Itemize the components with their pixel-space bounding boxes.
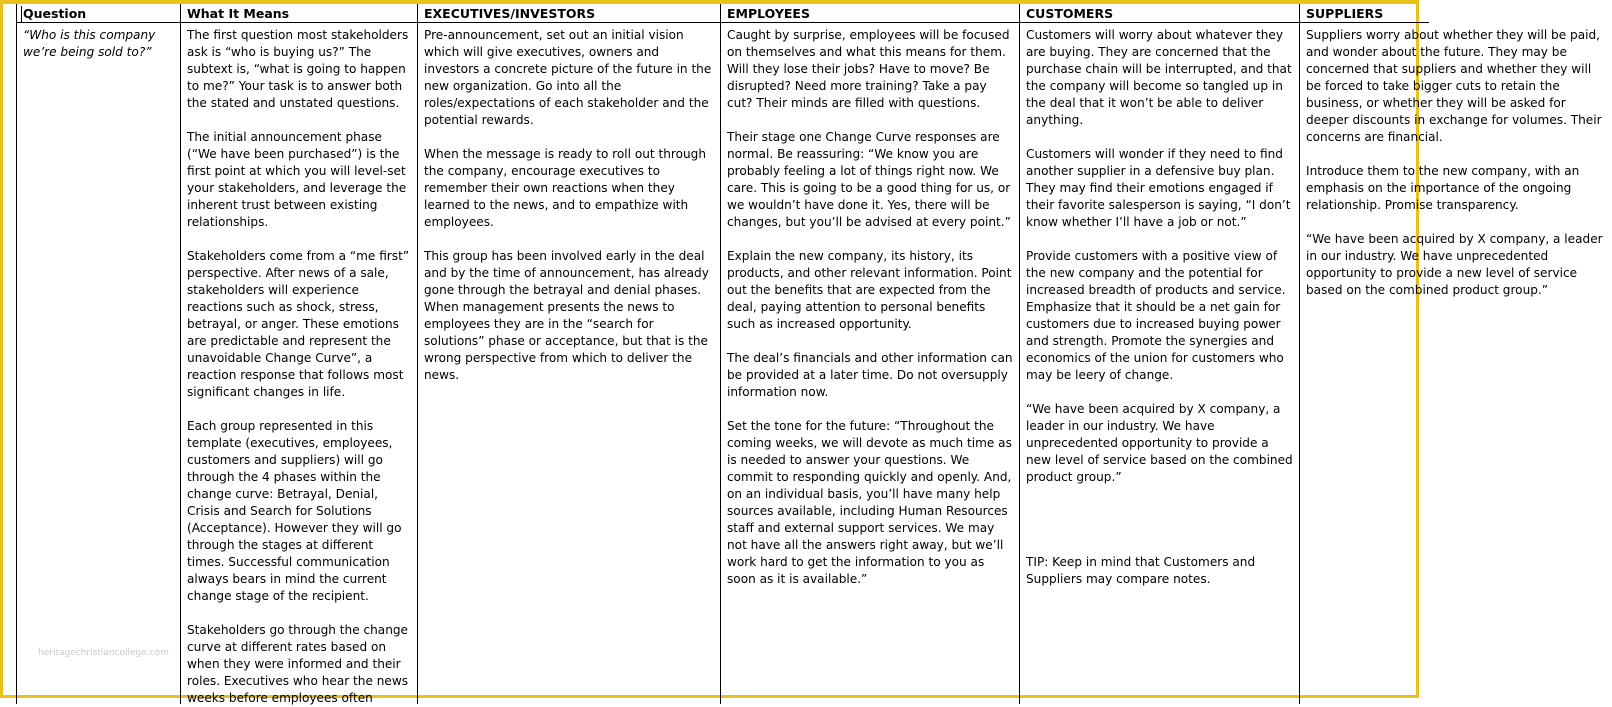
column-header-customers: CUSTOMERS xyxy=(1020,4,1299,23)
cell-executives-investors xyxy=(418,23,720,384)
column-header-executives-investors: EXECUTIVES/INVESTORS xyxy=(418,4,720,23)
column-header-what-it-means: What It Means xyxy=(181,4,417,23)
watermark: heritagechristiancollege.com xyxy=(38,648,169,658)
column-question xyxy=(16,4,180,704)
cell-paragraph: Explain the new company, its history, its products, and other relevant information. Point out the benefits that are expected from the deal, paying attention to personal benefits such as increased opportunity. xyxy=(727,249,1012,331)
cell-paragraph: Introduce them to the new company, with an emphasis on the importance of the ongoing relationship. Promise transparency. xyxy=(1306,164,1580,212)
cell-paragraph: Stakeholders come from a “me first” perspective. After news of a sale, stakeholders will experience reactions such as shock, stress, betrayal, or anger. These emotions are predictable and represent the unavoidable Change Curve”, a reaction response that follows most significant changes in life. xyxy=(187,249,410,399)
column-header-employees: EMPLOYEES xyxy=(721,4,1019,23)
cell-paragraph: Each group represented in this template (executives, employees, customers and suppliers) will go through the 4 phases within the change curve: Betrayal, Denial, Crisis and Search for Solutions (Acceptance). However they will go through the stages at different times. Successful communication always bears in mind the current change stage of the recipient. xyxy=(187,419,402,603)
cell-suppliers xyxy=(1300,23,1612,299)
cell-employees xyxy=(721,23,1019,588)
cell-paragraph: TIP: Keep in mind that Customers and Suppliers may compare notes. xyxy=(1026,555,1256,586)
cell-paragraph: Their stage one Change Curve responses are normal. Be reassuring: “We know you are probably feeling a lot of things right now. We care. This is going to be a good thing for us, or we wouldn’t have done it. Yes, there will be changes, but you’ll be advised at every point.” xyxy=(727,130,1011,229)
column-header-question: Question xyxy=(17,4,180,23)
column-what-it-means xyxy=(180,4,417,704)
cell-paragraph: This group has been involved early in the deal and by the time of announcement, has already gone through the betrayal and denial phases. When management presents the news to employees they are in the “search for solutions” phase or acceptance, but that is the wrong perspective from which to deliver the news. xyxy=(424,249,709,382)
stakeholder-table xyxy=(16,4,1603,705)
cell-paragraph: Stakeholders go through the change curve at different rates based on when they were informed and their roles. Executives who hear the news weeks before employees often xyxy=(187,623,409,705)
cell-paragraph: Customers will worry about whatever they are buying. They are concerned that the purchase chain will be interrupted, and that the company will become so tangled up in the deal that it won’t be able to deliver anything. xyxy=(1026,28,1292,127)
cell-paragraph: “We have been acquired by X company, a leader in our industry. We have unprecedented opportunity to provide a new level of service based on the combined product group.” xyxy=(1026,402,1293,484)
cell-paragraph: Pre-announcement, set out an initial vision which will give executives, owners and investors a concrete picture of the future in the new organization. Go into all the roles/expectations of each stakeholder and the potential rewards. xyxy=(424,28,712,127)
cell-paragraph: The first question most stakeholders ask is “who is buying us?” The subtext is, “what is going to happen to me?” Your task is to answer both the stated and unstated questions. xyxy=(187,28,409,110)
cell-spacer xyxy=(1026,503,1293,537)
cell-paragraph: Customers will wonder if they need to find another supplier in a defensive buy plan. They may find their emotions engaged if their favorite salesperson is saying, “I don’t know whether I’ll have a job or not.” xyxy=(1026,147,1291,229)
cell-question xyxy=(17,23,180,61)
cell-what-it-means xyxy=(181,23,417,707)
cell-paragraph: The initial announcement phase (“We have been purchased”) is the first point at which you will level-set your stakeholders, and leverage the inherent trust between existing relationships. xyxy=(187,130,407,229)
cell-paragraph: Set the tone for the future: “Throughout the coming weeks, we will devote as much time as is needed to answer your questions. We commit to responding quickly and openly. And, on an individual basis, you’ll have many help sources available, including Human Resources staff and external support services. We may not have all the answers right away, but we’ll work hard to get the information to you as soon as it is available.” xyxy=(727,419,1012,586)
text-cursor xyxy=(21,6,22,22)
cell-paragraph: Suppliers worry about whether they will be paid, and wonder about the future. They may be concerned that suppliers and whether they will be forced to take bigger cuts to retain the business, or whether they will be asked for deeper discounts in exchange for volumes. Their concerns are financial. xyxy=(1306,28,1602,144)
cell-paragraph: Provide customers with a positive view of the new company and the potential for increased breadth of products and service. Emphasize that it should be a net gain for customers due to increased buying power and strength. Promote the synergies and economics of the union for customers who may be leery of change. xyxy=(1026,249,1286,382)
column-employees xyxy=(720,4,1019,704)
column-suppliers xyxy=(1299,4,1603,704)
column-customers xyxy=(1019,4,1299,704)
cell-paragraph: “Who is this company we’re being sold to?” xyxy=(23,28,156,59)
column-header-suppliers: SUPPLIERS xyxy=(1300,4,1429,23)
cell-paragraph: Caught by surprise, employees will be focused on themselves and what this means for them. Will they lose their jobs? Have to move? Be disrupted? Need more training? Take a pay cut? Their minds are filled with questions. xyxy=(727,28,1010,110)
cell-paragraph: When the message is ready to roll out through the company, encourage executives to remember their own reactions when they learned to the news, and to empathize with employees. xyxy=(424,147,707,229)
cell-paragraph: The deal’s financials and other information can be provided at a later time. Do not oversupply information now. xyxy=(727,351,1013,399)
cell-customers xyxy=(1020,23,1299,588)
column-executives-investors xyxy=(417,4,720,704)
cell-paragraph: “We have been acquired by X company, a leader in our industry. We have unprecedented opportunity to provide a new level of service based on the combined product group.” xyxy=(1306,232,1603,297)
